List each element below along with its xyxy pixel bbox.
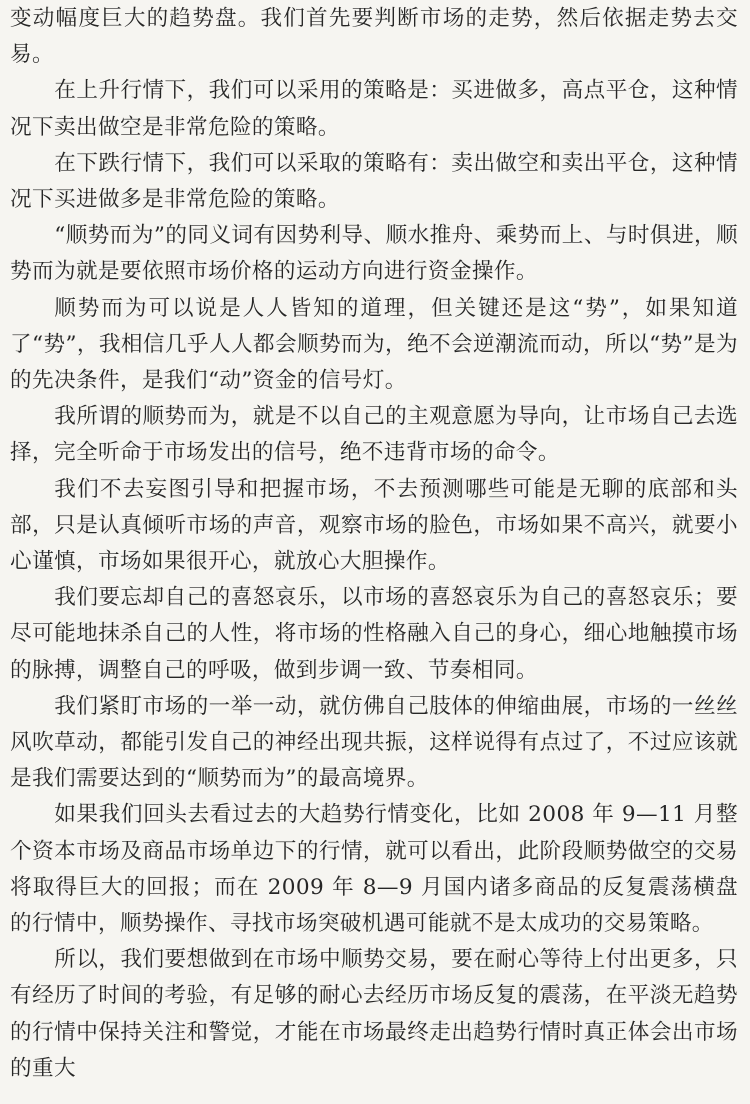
paragraph-5: 顺势而为可以说是人人皆知的道理，但关键还是这“势”，如果知道了“势”，我相信几乎人人都会顺势而为，绝不会逆潮流而动，所以“势”是为的先决条件，是我们“动”资金的信号灯。 (10, 295, 738, 394)
paragraph-10: 如果我们回头去看过去的大趋势行情变化，比如 2008 年 9—11 月整个资本市场及商品市场单边下的行情，就可以看出，此阶段顺势做空的交易将取得巨大的回报；而在 2009 年 8—9 月国内诸多商品的反复震荡横盘的行情中，顺势操作、寻找市场突破机遇可能就不是太成功的交易策略。 (10, 802, 738, 937)
paragraph-3: 在下跌行情下，我们可以采取的策略有：卖出做空和卖出平仓，这种情况下买进做多是非常危险的策略。 (10, 150, 738, 213)
paragraph-6: 我所谓的顺势而为，就是不以自己的主观意愿为导向，让市场自己去选择，完全听命于市场发出的信号，绝不违背市场的命令。 (10, 404, 738, 466)
document-page (10, 0, 738, 1104)
paragraph-7: 我们不去妄图引导和把握市场，不去预测哪些可能是无聊的底部和头部，只是认真倾听市场的声音，观察市场的脸色，市场如果不高兴，就要小心谨慎，市场如果很开心，就放心大胆操作。 (10, 476, 738, 575)
paragraph-8: 我们要忘却自己的喜怒哀乐，以市场的喜怒哀乐为自己的喜怒哀乐；要尽可能地抹杀自己的人性，将市场的性格融入自己的身心，细心地触摸市场的脉搏，调整自己的呼吸，做到步调一致、节奏相同。 (10, 585, 738, 683)
paragraph-1: 变动幅度巨大的趋势盘。我们首先要判断市场的走势，然后依据走势去交易。 (10, 6, 738, 68)
paragraph-2: 在上升行情下，我们可以采用的策略是：买进做多，高点平仓，这种情况下卖出做空是非常危险的策略。 (10, 78, 738, 140)
paragraph-9: 我们紧盯市场的一举一动，就仿佛自己肢体的伸缩曲展，市场的一丝丝风吹草动，都能引发自己的神经出现共振，这样说得有点过了，不过应该就是我们需要达到的“顺势而为”的最高境界。 (10, 693, 738, 792)
paragraph-4: “顺势而为”的同义词有因势利导、顺水推舟、乘势而上、与时俱进，顺势而为就是要依照市场价格的运动方向进行资金操作。 (10, 223, 738, 285)
paragraph-11: 所以，我们要想做到在市场中顺势交易，要在耐心等待上付出更多，只有经历了时间的考验，有足够的耐心去经历市场反复的震荡，在平淡无趋势的行情中保持关注和警觉，才能在市场最终走出趋势行情时真正体会出市场的重大 (10, 947, 738, 1081)
